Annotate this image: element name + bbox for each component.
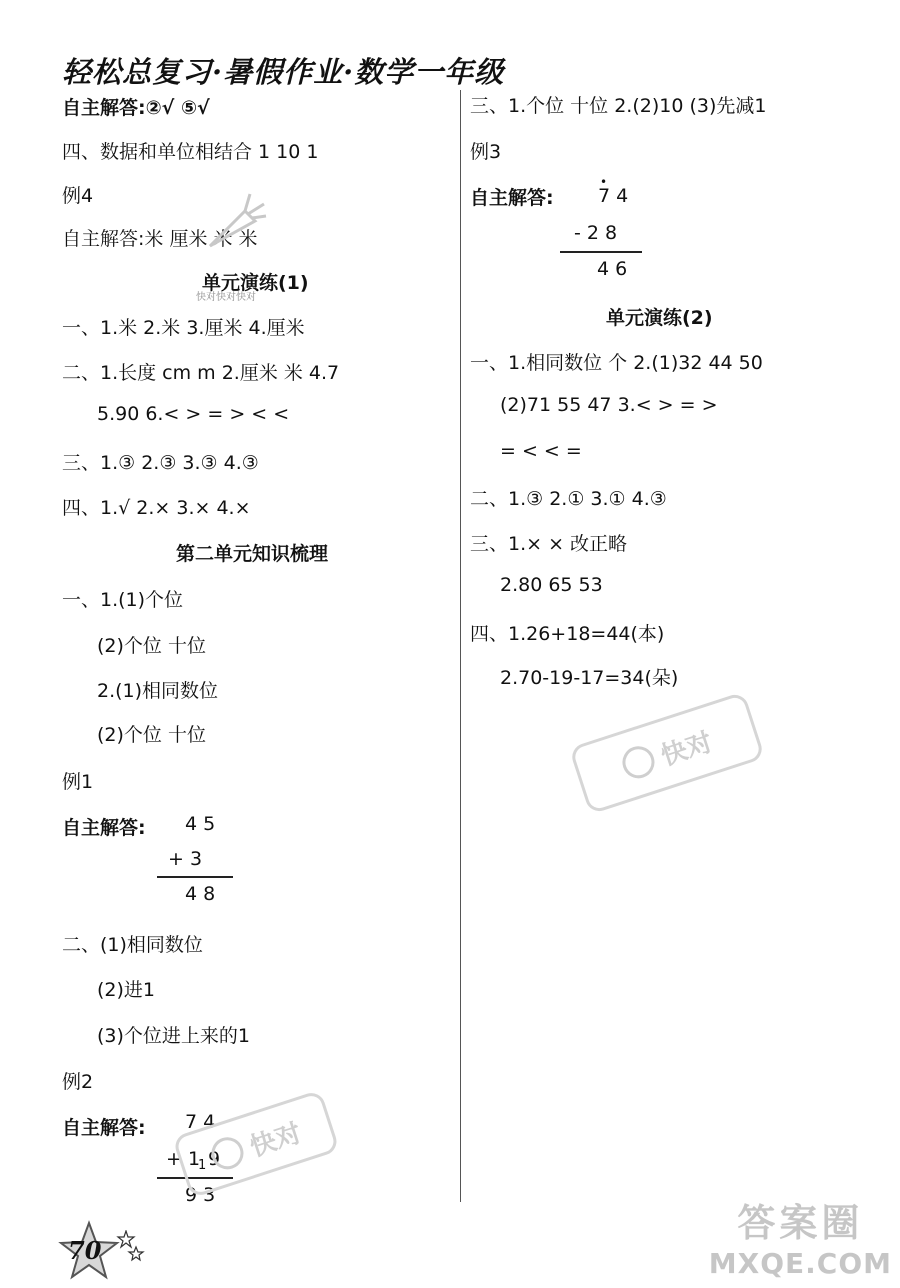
carry-digit: 1 (198, 1158, 207, 1173)
answer-line: 2.80 65 53 (500, 574, 603, 596)
vertical-result: 4 6 (597, 258, 628, 280)
kuaidui-stamp (172, 1089, 340, 1198)
vertical-addend-tens: + 1 (166, 1148, 201, 1170)
example-label: 例4 (62, 185, 94, 207)
header-title: 轻松总复习·暑假作业·数学一年级 (62, 55, 505, 89)
answer-line: 三、1.× × 改正略 (470, 533, 628, 555)
example-label: 例1 (62, 771, 94, 793)
answer-line: 自主解答:②√ ⑤√ (62, 97, 210, 119)
answer-line: 一、1.相同数位 个 2.(1)32 44 50 (470, 352, 763, 374)
check-circle-icon (207, 1133, 247, 1173)
unit1-title: 单元演练(1) (202, 272, 309, 294)
answer-line: 一、1.米 2.米 3.厘米 4.厘米 (62, 317, 305, 339)
small-stars-icon (116, 1230, 146, 1264)
column-divider (460, 90, 461, 1202)
example-label: 例2 (62, 1071, 94, 1093)
vertical-result: 9 3 (185, 1184, 216, 1206)
section2-title: 第二单元知识梳理 (176, 543, 329, 565)
vertical-top-number: 7 4 (598, 185, 629, 207)
answer-line: (2)71 55 47 3.< > = > (500, 394, 718, 416)
answer-line: 四、1.√ 2.× 3.× 4.× (62, 497, 251, 519)
answer-label: 自主解答: (62, 1117, 146, 1139)
carrot-icon (200, 186, 270, 256)
answer-line: 二、(1)相同数位 (62, 934, 203, 956)
vertical-top-number: 7 4 (185, 1111, 216, 1133)
answer-line: (3)个位进上来的1 (97, 1025, 251, 1047)
borrow-dot: • (600, 175, 608, 189)
difference-rule (560, 251, 642, 253)
check-circle-icon (618, 742, 658, 782)
vertical-result: 4 8 (185, 883, 216, 905)
answer-line: 二、1.③ 2.① 3.① 4.③ (470, 488, 667, 510)
answer-line: 2.70-19-17=34(朵) (500, 667, 679, 689)
answer-line: 二、1.长度 cm m 2.厘米 米 4.7 (62, 362, 340, 384)
unit2-title: 单元演练(2) (606, 307, 713, 329)
answer-line: (2)进1 (97, 979, 156, 1001)
vertical-addend-ones: 9 (208, 1148, 221, 1170)
unit1-watermark: 快对快对快对 (196, 292, 256, 303)
answer-line: 一、1.(1)个位 (62, 589, 184, 611)
answer-line: 自主解答:米 厘米 米 米 (62, 228, 258, 250)
vertical-top-number: 4 5 (185, 813, 216, 835)
answer-label: 自主解答: (62, 817, 146, 839)
stamp-text: 快对 (657, 726, 717, 772)
answer-line: 三、1.③ 2.③ 3.③ 4.③ (62, 452, 259, 474)
page-number: 70 (68, 1236, 102, 1265)
answer-line: 三、1.个位 十位 2.(2)10 (3)先减1 (470, 95, 767, 117)
vertical-addend: + 3 (168, 848, 203, 870)
answer-line: (2)个位 十位 (97, 635, 206, 657)
answer-line: 四、1.26+18=44(本) (470, 623, 665, 645)
sum-rule (157, 876, 233, 878)
answer-line: = < < = (500, 440, 582, 462)
site-watermark: 答案圈 MXQE.COM (708, 1201, 892, 1280)
answer-line: (2)个位 十位 (97, 724, 206, 746)
kuaidui-stamp (569, 691, 766, 814)
vertical-subtrahend: - 2 8 (574, 222, 618, 244)
answer-line: 四、数据和单位相结合 1 10 1 (62, 141, 319, 163)
answer-label: 自主解答: (470, 187, 554, 209)
answer-line: 2.(1)相同数位 (97, 680, 219, 702)
example-label: 例3 (470, 141, 502, 163)
stamp-text: 快对 (246, 1117, 306, 1163)
answer-line: 5.90 6.< > = > < < (97, 403, 290, 425)
